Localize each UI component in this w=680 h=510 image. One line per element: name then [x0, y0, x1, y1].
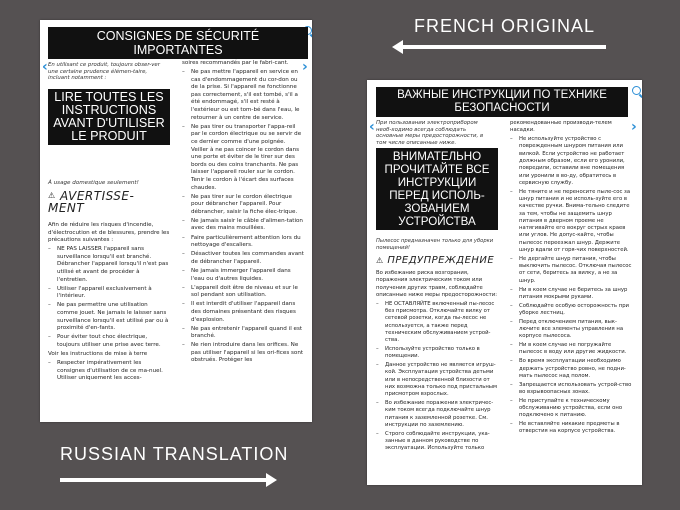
russian-translation-label: RUSSIAN TRANSLATION	[60, 444, 289, 464]
bullet-item: – Ne jamais saisir le câble d'alimen-tation avec des mains mouillées.	[182, 218, 304, 233]
usage-note: Пылесос предназначен только для уборки помещений!	[376, 238, 494, 251]
bullet-item: – Ne pas mettre l'appareil en service en cas d'endommagement du cor-don ou de la prise. Si l'appareil ne fonctionne pas correctement, s'il est tombé, s'il a été endommagé, s'il est resté à l'extérieur ou est tom-bé dans l'eau, le retourner à un centre de service.	[182, 69, 304, 122]
read-instructions-box: ВНИМАТЕЛЬНО ПРОЧИТАЙТЕ ВСЕ ИНСТРУКЦИИ ПЕРЕД ИСПОЛЬ-ЗОВАНИЕМ УСТРОЙСТВА	[376, 148, 498, 230]
read-instructions-box: LIRE TOUTES LES INSTRUCTIONS AVANT D'UTILISER LE PRODUIT	[48, 89, 170, 145]
bullet-item: – Строго соблюдайте инструкции, ука-занные в данном руководстве по эксплуатации. Используйте только	[376, 431, 500, 453]
page-title: ВАЖНЫЕ ИНСТРУКЦИИ ПО ТЕХНИКЕ БЕЗОПАСНОСТИ	[376, 87, 628, 117]
bullet-item: – NE PAS LAISSER l'appareil sans surveillance lorsqu'il est branché. Débrancher l'appareil lorsqu'il n'est pas utilisé et avant de procéder à l'entretien.	[48, 246, 170, 284]
paragraph: soires recommandés par le fabri-cant.	[182, 60, 289, 66]
bullet-item: – Перед отключением питания, вык-лючите все элементы управления на корпусе пылесоса.	[510, 319, 634, 341]
french-original-label: FRENCH ORIGINAL	[414, 16, 596, 36]
warning-heading	[48, 190, 168, 214]
bullet-item: – Не вставляйте никакие предметы в отверстия на корпусе устройства.	[510, 421, 634, 436]
paragraph: Во избежание риска возгорания, поражения электрическим током или получения других травм, соблюдайте описанные ниже меры предосторожности:	[376, 270, 497, 298]
russian-page	[367, 80, 642, 485]
arrow-left-icon	[402, 45, 606, 49]
bullet-item: – Ни в коем случае не беритесь за шнур питания мокрыми руками.	[510, 287, 634, 302]
left-column	[48, 222, 170, 384]
bullet-item: – Данное устройство не является игруш-кой. Эксплуатация устройства детьми или в непосредственной близости от них возможна только под пристальным присмотром взрослых.	[376, 362, 500, 398]
bullet-item: – Не используйте устройство с поврежденным шнуром питания или вилкой. Если устройство не работает должным образом, если его уронили, повредили, оставили вне помещения или уронили в во-ду, обратитесь в сервисную службу.	[510, 136, 634, 187]
bullet-item: – Pour éviter tout choc électrique, toujours utiliser une prise avec terre.	[48, 334, 170, 349]
intro-text: При пользовании электроприбором необ-ходимо всегда соблюдать основные меры предосторожности, в том числе описанные ниже.	[376, 120, 484, 146]
bullet-item: – Ни в коем случае не погружайте пылесос в воду или другие жидкости.	[510, 342, 634, 357]
prev-page-icon[interactable]: ‹	[369, 119, 375, 135]
bullet-item: – Ne rien introduire dans les orifices. Ne pas utiliser l'appareil si les ori-fices sont obstrués. Protéger les	[182, 342, 304, 365]
french-page	[40, 20, 312, 422]
bullet-item: – Используйте устройство только в помещении.	[376, 346, 500, 361]
bullet-item: – Не приступайте к техническому обслуживанию устройства, если оно подключено к питанию.	[510, 398, 634, 420]
right-column	[182, 60, 304, 367]
bullet-item: – Запрещается использовать устрой-ство во взрывоопасных зонах.	[510, 382, 634, 397]
bullet-item: – Respecter impérativement les consignes d'utilisation de ce ma-nuel. Utiliser uniquement les acces-	[48, 360, 170, 383]
prev-page-icon[interactable]: ‹	[42, 59, 48, 75]
next-page-icon[interactable]: ›	[631, 119, 637, 135]
arrow-right-icon	[60, 478, 267, 482]
bullet-item: – Désactiver toutes les commandes avant de débrancher l'appareil.	[182, 251, 304, 266]
left-column	[376, 270, 500, 454]
paragraph: Afin de réduire les risques d'incendie, d'électrocution et de blessures, prendre les précautions suivantes :	[48, 222, 170, 244]
bullet-item: – Ne pas tirer sur le cordon électrique pour débrancher l'appareil. Pour débrancher, saisir la fiche élec-trique.	[182, 194, 304, 217]
bullet-item: – Ne pas tirer ou transporter l'appa-reil par le cordon électrique ou se servir de ce dernier comme d'une poignée. Veiller à ne pas coincer le cordon dans une porte et éviter de le tirer sur des bords ou des coins tranchants. Ne pas laisser l'appareil rouler sur le cordon. Tenir le cordon à l'écart des surfaces chaudes.	[182, 124, 304, 192]
bullet-item: – Ne jamais immerger l'appareil dans l'eau ou d'autres liquides.	[182, 268, 304, 283]
paragraph: рекомендованные производи-телем насадки.	[510, 120, 612, 134]
bullet-item: – Не дергайте шнур питания, чтобы выключить пылесос. Отключая пылесос от сети, беритесь за вилку, а не за шнур.	[510, 256, 634, 285]
bullet-item: – Соблюдайте особую осторожность при уборке лестниц.	[510, 303, 634, 318]
bullet-item: – Faire particulièrement attention lors du nettoyage d'escaliers.	[182, 235, 304, 250]
bullet-item: – Во время эксплуатации необходимо держать устройство ровно, не подни-мать пылесос над полом.	[510, 358, 634, 380]
bullet-item: – Ne pas entretenir l'appareil quand il est branché.	[182, 326, 304, 341]
warning-label: AVERTISSE-MENT	[48, 189, 135, 215]
bullet-item: – L'appareil doit être de niveau et sur le sol pendant son utilisation.	[182, 285, 304, 300]
zoom-icon[interactable]	[632, 86, 641, 95]
warning-triangle-icon: ⚠	[48, 191, 56, 200]
bullet-item: – Il est interdit d'utiliser l'appareil dans des domaines présentant des risques d'explosion.	[182, 301, 304, 324]
right-column	[510, 120, 634, 437]
bullet-item: – Во избежание поражения электричес-ким током всегда подключайте шнур питания к заземленной розетке. См. инструкции по заземлению.	[376, 400, 500, 429]
warning-label: ПРЕДУПРЕЖДЕНИЕ	[387, 255, 495, 266]
next-page-icon[interactable]: ›	[302, 59, 308, 75]
paragraph: Voir les instructions de mise à terre	[48, 351, 148, 357]
bullet-item: – Ne pas permettre une utilisation comme jouet. Ne jamais le laisser sans surveillance lorsqu'il est utilisé par ou à proximité d'en-fants.	[48, 302, 170, 332]
bullet-item: – НЕ ОСТАВЛЯЙТЕ включенный пы-лесос без присмотра. Отключайте вилку от сетевой розетки, когда пы-лесос не используется, а также перед техническим обслуживанием устрой-ства.	[376, 301, 500, 345]
page-title: CONSIGNES DE SÉCURITÉ IMPORTANTES	[48, 27, 308, 59]
bullet-item: – Не тяните и не переносите пыле-сос за шнур питания и не исполь-зуйте его в качестве ручки. Внима-тельно следите за тем, чтобы не защемить шнур питания в дверном проеме не натягивайте его вокруг острых краев или углов. Не допус-кайте, чтобы пылесос переезжал шнур. Держите шнур вдали от горя-чих поверхностей.	[510, 189, 634, 255]
usage-note: À usage domestique seulement!	[48, 180, 139, 186]
bullet-item: – Utiliser l'appareil exclusivement à l'intérieur.	[48, 286, 170, 301]
warning-heading	[376, 255, 501, 266]
warning-triangle-icon: ⚠	[376, 256, 384, 265]
intro-text: En utilisant ce produit, toujours obser-ver une certaine prudence élémen-taire, incluant notamment :	[48, 62, 160, 82]
